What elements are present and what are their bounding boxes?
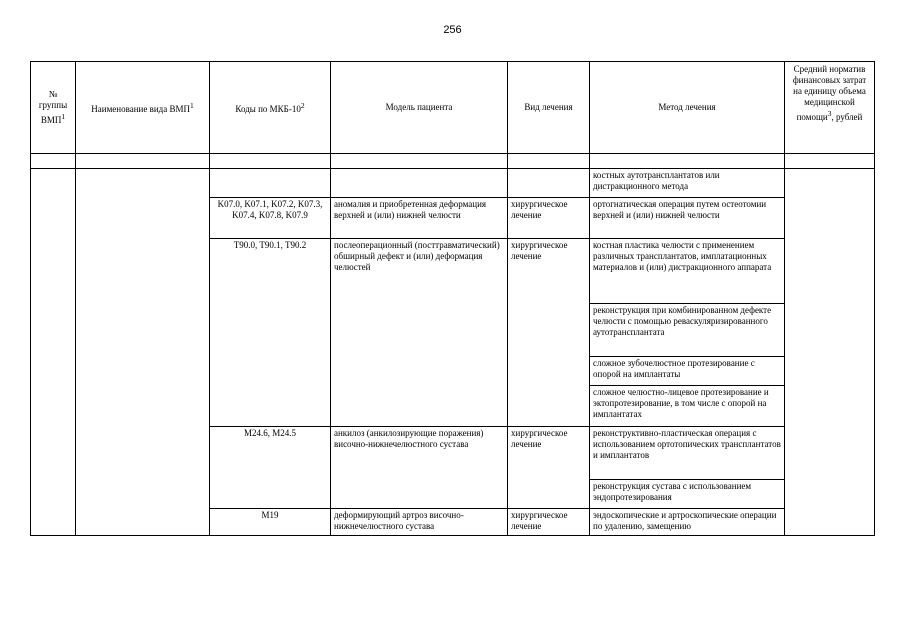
method-cell: реконструкция при комбинированном дефекте челюсти с помощью реваскуляризированного аутотрансплантата — [590, 304, 785, 357]
patient-model-cell: анкилоз (анкилозирующие поражения) височно-нижнечелюстного сустава — [331, 427, 508, 509]
method-cell: реконструкция сустава с использованием эндопротезирования — [590, 480, 785, 509]
header-treatment-method: Метод лечения — [590, 62, 785, 154]
header-patient-model: Модель пациента — [331, 62, 508, 154]
treatment-type-cell: хирургическое лечение — [508, 427, 590, 509]
icd-codes-cell: T90.0, T90.1, T90.2 — [210, 239, 331, 427]
method-cell: костных аутотрансплантатов или дистракционного метода — [590, 169, 785, 198]
header-cost-norm: Средний норматив финансовых затрат на единицу объема медицинской помощи$^3$, рублей — [785, 62, 875, 154]
patient-model-cell: послеоперационный (посттравматический) обширный дефект и (или) деформация челюстей — [331, 239, 508, 427]
header-vmp-name: Наименование вида ВМП$^1$ — [76, 62, 210, 154]
treatment-type-cell: хирургическое лечение — [508, 509, 590, 536]
icd-codes-cell: K07.0, K07.1, K07.2, K07.3, K07.4, K07.8, K07.9 — [210, 198, 331, 239]
header-treatment-type: Вид лечения — [508, 62, 590, 154]
page-number: 256 — [443, 24, 462, 36]
method-cell: реконструктивно-пластическая операция с использованием ортотопических трансплантатов и имплантатов — [590, 427, 785, 480]
method-cell: сложное челюстно-лицевое протезирование и эктопротезирование, в том числе с опорой на имплантатах — [590, 386, 785, 427]
method-cell: костная пластика челюсти с применением различных трансплантатов, имплатационных материалов и (или) дистракционного аппарата — [590, 239, 785, 304]
icd-codes-cell: M19 — [210, 509, 331, 536]
vmp-table — [30, 61, 875, 536]
treatment-type-cell: хирургическое лечение — [508, 198, 590, 239]
method-cell: сложное зубочелюстное протезирование с опорой на имплантаты — [590, 357, 785, 386]
method-cell: ортогнатическая операция путем остеотомии верхней и (или) нижней челюсти — [590, 198, 785, 239]
treatment-type-cell: хирургическое лечение — [508, 239, 590, 427]
group-number-cell — [31, 169, 76, 536]
header-icd-codes: Коды по МКБ-$10^2$ — [210, 62, 331, 154]
numbering-row — [31, 154, 875, 169]
vmp-name-cell — [76, 169, 210, 536]
table-row — [31, 169, 875, 198]
header-group-number: № группы ВМП$^1$ — [31, 62, 76, 154]
patient-model-cell: аномалия и приобретенная деформация верхней и (или) нижней челюсти — [331, 198, 508, 239]
header-row — [31, 62, 875, 154]
patient-model-cell: деформирующий артроз височно-нижнечелюстного сустава — [331, 509, 508, 536]
method-cell: эндоскопические и артроскопические операции по удалению, замещению — [590, 509, 785, 536]
cost-cell — [785, 169, 875, 536]
icd-codes-cell: M24.6, M24.5 — [210, 427, 331, 509]
